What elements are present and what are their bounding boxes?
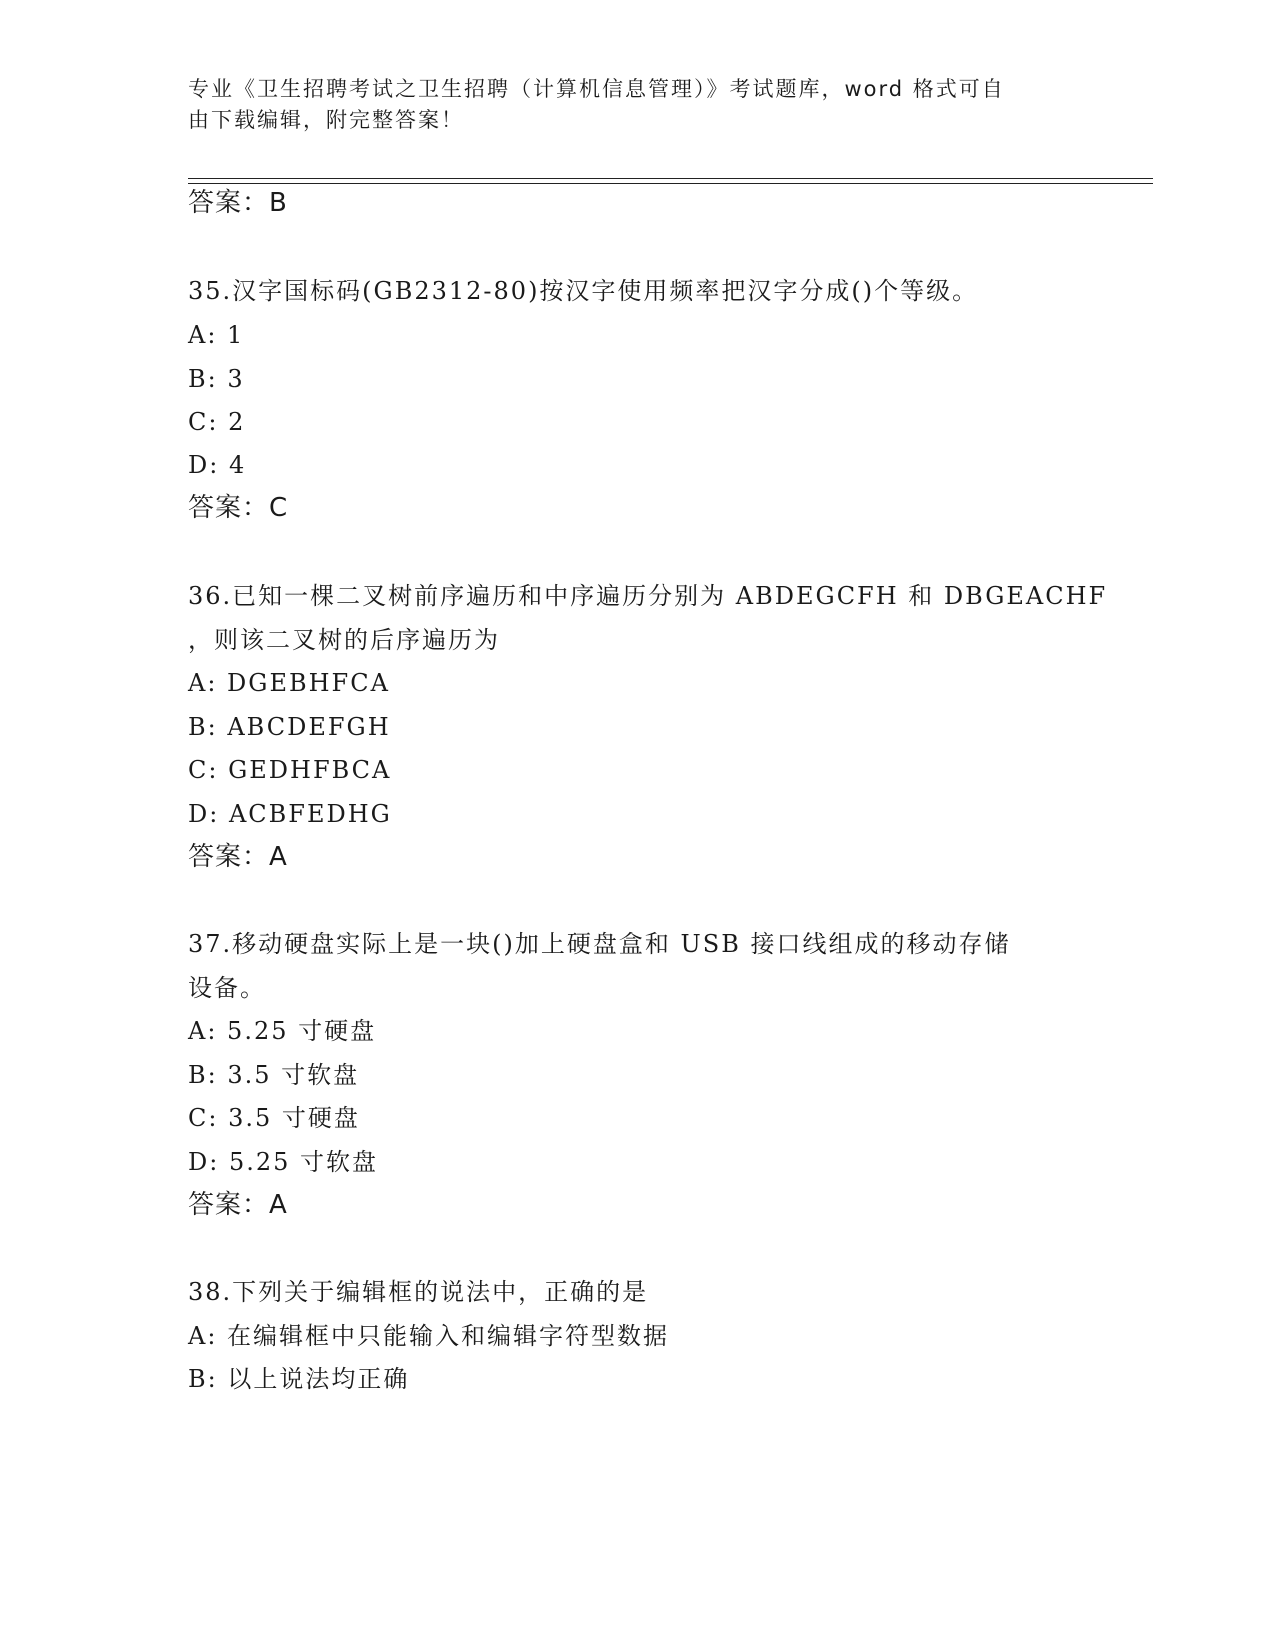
answer-label: 答案：A [188, 1190, 288, 1220]
option-b: B: 3 [188, 365, 245, 393]
answer-label: 答案：B [188, 188, 288, 218]
header-line-2: 由下载编辑，附完整答案！ [188, 108, 464, 132]
option-d: D: 5.25 寸软盘 [188, 1148, 379, 1176]
option-d: D: 4 [188, 451, 247, 479]
option-c: C: GEDHFBCA [188, 756, 392, 784]
option-a: A: 1 [188, 321, 245, 349]
option-a: A: 在编辑框中只能输入和编辑字符型数据 [188, 1322, 670, 1350]
question-stem: 37.移动硬盘实际上是一块()加上硬盘盒和 USB 接口线组成的移动存储 [188, 930, 1011, 958]
document-header [188, 74, 1068, 136]
question-stem-continued: ，则该二叉树的后序遍历为 [188, 626, 500, 654]
option-c: C: 2 [188, 408, 246, 436]
header-line-1: 专业《卫生招聘考试之卫生招聘（计算机信息管理）》考试题库，word 格式可自 [188, 77, 1005, 101]
answer-label: 答案：A [188, 842, 288, 872]
option-c: C: 3.5 寸硬盘 [188, 1104, 360, 1132]
header-divider-bottom [188, 183, 1153, 184]
option-d: D: ACBFEDHG [188, 800, 392, 828]
header-divider-top [188, 178, 1153, 179]
question-stem: 36.已知一棵二叉树前序遍历和中序遍历分别为 ABDEGCFH 和 DBGEACHF [188, 582, 1108, 610]
option-b: B: ABCDEFGH [188, 713, 391, 741]
option-b: B: 3.5 寸软盘 [188, 1061, 360, 1089]
question-stem-continued: 设备。 [188, 974, 266, 1002]
option-a: A: 5.25 寸硬盘 [188, 1017, 377, 1045]
question-stem: 35.汉字国标码(GB2312-80)按汉字使用频率把汉字分成()个等级。 [188, 277, 979, 305]
question-stem: 38.下列关于编辑框的说法中，正确的是 [188, 1278, 649, 1306]
answer-label: 答案：C [188, 493, 289, 523]
option-a: A: DGEBHFCA [188, 669, 390, 697]
option-b: B: 以上说法均正确 [188, 1365, 410, 1393]
